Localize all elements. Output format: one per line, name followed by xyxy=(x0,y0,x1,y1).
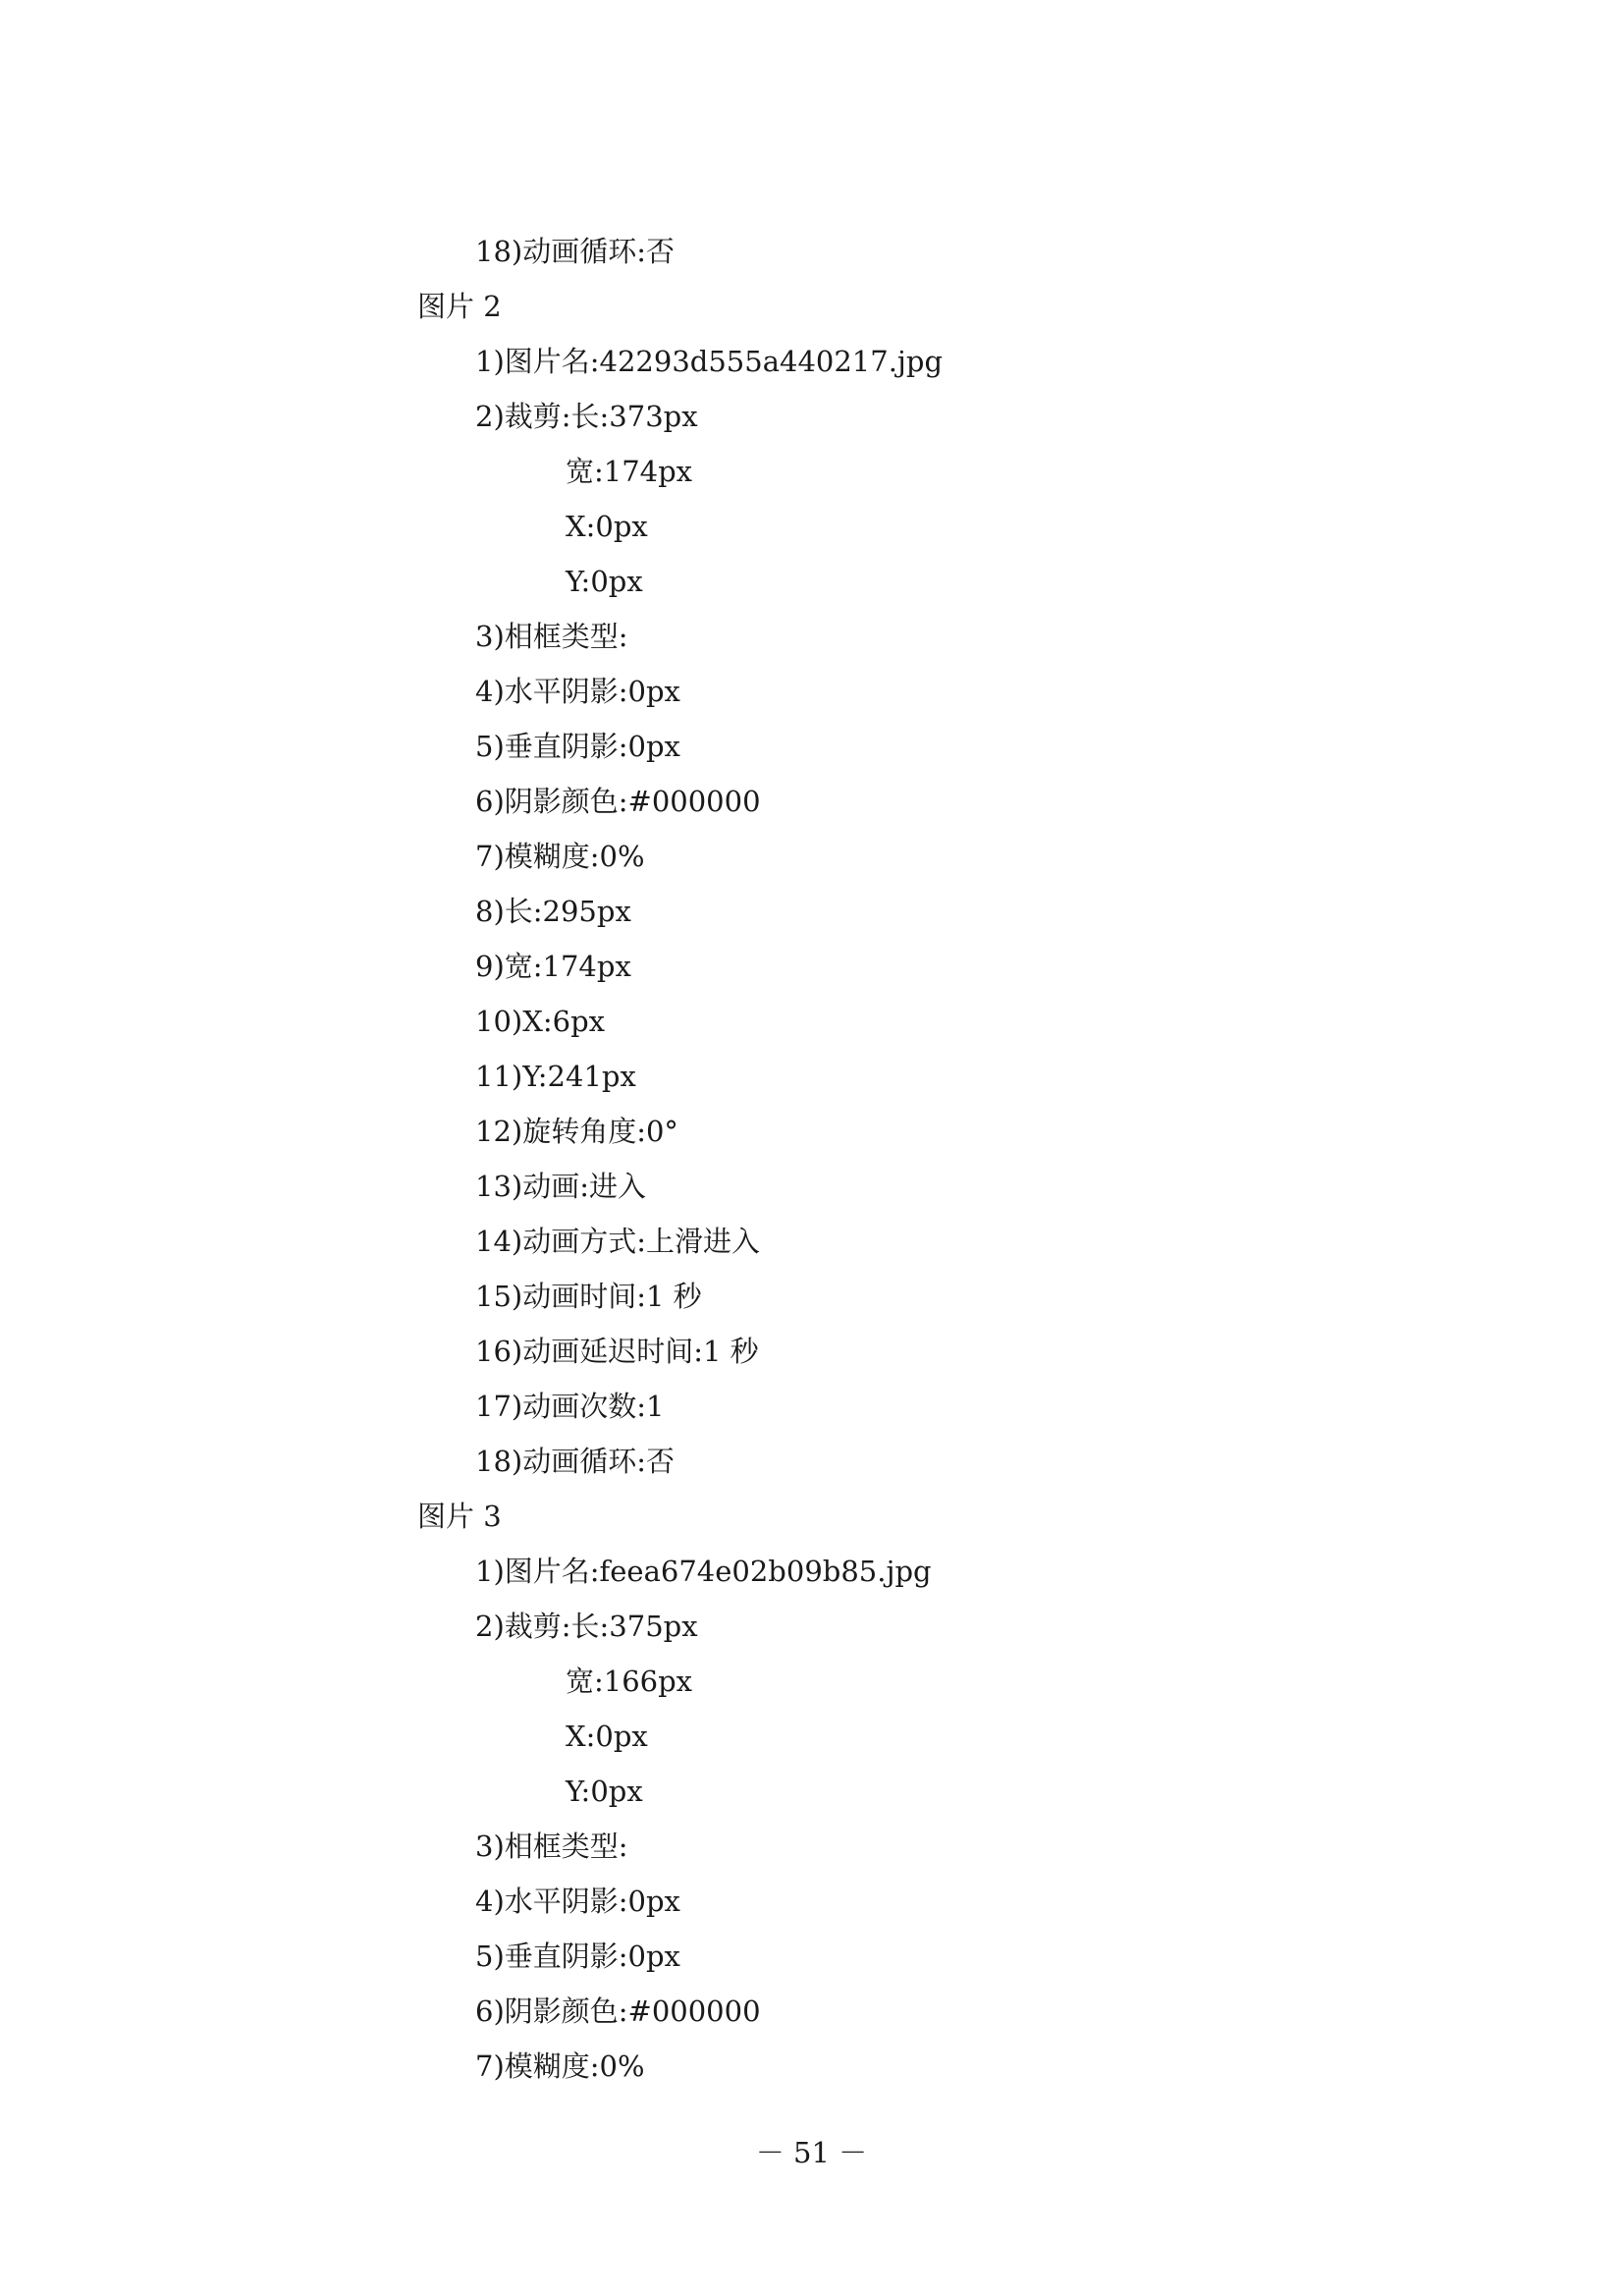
property-line: 宽:174px xyxy=(566,455,693,488)
property-line: 1)图片名:feea674e02b09b85.jpg xyxy=(475,1555,932,1588)
property-line: 1)图片名:42293d555a440217.jpg xyxy=(475,345,944,378)
property-line: 2)裁剪:长:373px xyxy=(475,400,698,433)
property-line: 宽:166px xyxy=(566,1665,693,1698)
property-line: 5)垂直阴影:0px xyxy=(475,730,680,763)
property-line: 3)相框类型: xyxy=(475,620,628,653)
property-line: 6)阴影颜色:#000000 xyxy=(475,785,761,818)
section-heading: 图片 2 xyxy=(417,290,502,323)
property-line: 5)垂直阴影:0px xyxy=(475,1940,680,1973)
property-line: 10)X:6px xyxy=(475,1005,606,1038)
section-heading: 图片 3 xyxy=(417,1500,502,1533)
property-line: 2)裁剪:长:375px xyxy=(475,1610,698,1643)
property-line: 14)动画方式:上滑进入 xyxy=(475,1225,760,1258)
property-line: Y:0px xyxy=(566,565,643,598)
property-line: Y:0px xyxy=(566,1775,643,1808)
property-line: 7)模糊度:0% xyxy=(475,2050,645,2083)
property-line: X:0px xyxy=(566,1720,648,1753)
property-line: 9)宽:174px xyxy=(475,950,631,983)
property-line: 18)动画循环:否 xyxy=(475,235,675,268)
property-line: X:0px xyxy=(566,510,648,543)
property-line: 17)动画次数:1 xyxy=(475,1390,665,1423)
property-line: 8)长:295px xyxy=(475,895,631,928)
property-line: 18)动画循环:否 xyxy=(475,1445,675,1478)
page-number: － 51 － xyxy=(755,2136,868,2169)
property-line: 13)动画:进入 xyxy=(475,1170,646,1203)
property-line: 6)阴影颜色:#000000 xyxy=(475,1995,761,2028)
property-line: 11)Y:241px xyxy=(475,1060,636,1093)
property-line: 15)动画时间:1 秒 xyxy=(475,1280,702,1313)
property-line: 16)动画延迟时间:1 秒 xyxy=(475,1335,759,1368)
property-line: 4)水平阴影:0px xyxy=(475,1885,680,1918)
property-line: 7)模糊度:0% xyxy=(475,840,645,873)
property-line: 4)水平阴影:0px xyxy=(475,675,680,708)
property-line: 3)相框类型: xyxy=(475,1830,628,1863)
property-line: 12)旋转角度:0° xyxy=(475,1115,678,1148)
